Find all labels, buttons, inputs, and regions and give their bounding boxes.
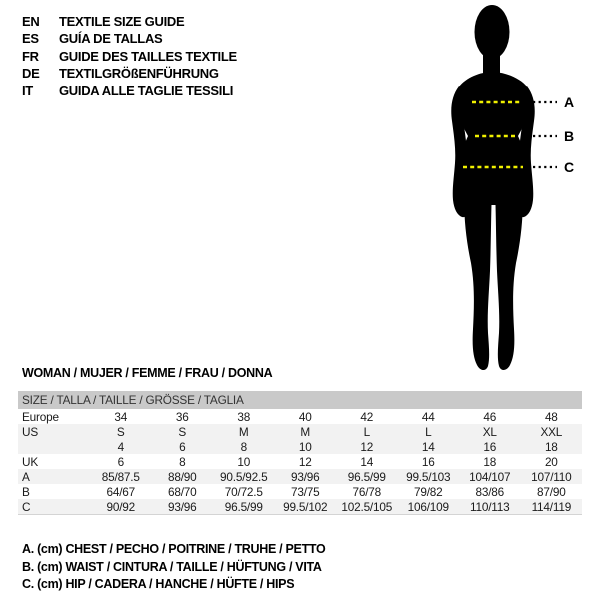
- language-title: TEXTILGRÖßENFÜHRUNG: [59, 65, 219, 81]
- table-row: [18, 454, 582, 469]
- cell: 16: [421, 454, 435, 469]
- cell: 44: [421, 409, 435, 424]
- cell: 4: [90, 439, 152, 454]
- legend-item-hip: C. (cm) HIP / CADERA / HANCHE / HÜFTE / HIPS: [22, 577, 295, 591]
- cell: M: [275, 424, 337, 439]
- cell: 64/67: [106, 484, 136, 499]
- language-title: GUÍA DE TALLAS: [59, 31, 163, 47]
- measure-label-a: A: [564, 94, 575, 110]
- cell: S: [90, 424, 152, 439]
- cell: 90.5/92.5: [213, 469, 275, 484]
- cell: 8: [179, 454, 186, 469]
- cell: 88/90: [152, 469, 214, 484]
- language-row: [22, 48, 237, 65]
- language-code: IT: [22, 83, 33, 99]
- cell: L: [336, 424, 398, 439]
- table-header: SIZE / TALLA / TAILLE / GRÖSSE / TAGLIA: [18, 391, 582, 409]
- cell: 107/110: [521, 469, 583, 484]
- cell: 114/119: [521, 499, 583, 515]
- cell: 42: [360, 409, 374, 424]
- cell: 76/78: [352, 484, 382, 499]
- cell: 96.5/99: [213, 499, 275, 515]
- measure-label-c: C: [564, 159, 575, 175]
- cell: 6: [117, 454, 124, 469]
- cell: 16: [459, 439, 521, 454]
- cell: 38: [237, 409, 251, 424]
- woman-silhouette: [435, 3, 580, 375]
- cell: L: [398, 424, 460, 439]
- silhouette-body: [451, 5, 534, 370]
- table-row: [18, 484, 582, 499]
- measure-label-b: B: [564, 128, 575, 144]
- language-list: [22, 13, 237, 99]
- cell: 46: [483, 409, 497, 424]
- cell: S: [152, 424, 214, 439]
- cell: 83/86: [475, 484, 505, 499]
- language-row: [22, 30, 237, 47]
- cell: 106/109: [398, 499, 460, 515]
- table-row: [18, 424, 582, 439]
- cell: XXL: [521, 424, 583, 439]
- table-row: [18, 469, 582, 484]
- cell: 10: [275, 439, 337, 454]
- cell: 18: [521, 439, 583, 454]
- cell: 99.5/102: [275, 499, 337, 515]
- cell: 34: [114, 409, 128, 424]
- cell: 8: [213, 439, 275, 454]
- cell: 36: [175, 409, 189, 424]
- cell: 12: [336, 439, 398, 454]
- language-row: [22, 82, 237, 99]
- language-code: DE: [22, 65, 40, 81]
- size-table: [18, 391, 582, 515]
- legend-item-chest: A. (cm) CHEST / PECHO / POITRINE / TRUHE / PETTO: [22, 542, 326, 556]
- language-title: GUIDE DES TAILLES TEXTILE: [59, 48, 237, 64]
- cell: XL: [459, 424, 521, 439]
- cell: 20: [544, 454, 558, 469]
- cell: 68/70: [167, 484, 197, 499]
- cell: 104/107: [459, 469, 521, 484]
- language-code: EN: [22, 14, 40, 29]
- table-header-row: [18, 391, 582, 409]
- row-label: C: [18, 499, 90, 515]
- cell: 18: [483, 454, 497, 469]
- language-row: [22, 65, 237, 82]
- cell: 85/87.5: [90, 469, 152, 484]
- row-label: Europe: [22, 409, 59, 424]
- row-label: [18, 439, 90, 454]
- table-row: [18, 409, 582, 424]
- table-row: [18, 439, 582, 454]
- cell: 14: [360, 454, 374, 469]
- row-label: UK: [22, 454, 38, 469]
- cell: 93/96: [152, 499, 214, 515]
- cell: 87/90: [537, 484, 566, 499]
- cell: 10: [237, 454, 251, 469]
- cell: 40: [298, 409, 312, 424]
- cell: 96.5/99: [336, 469, 398, 484]
- cell: 48: [544, 409, 558, 424]
- cell: 14: [398, 439, 460, 454]
- language-code: ES: [22, 31, 39, 47]
- cell: 90/92: [90, 499, 152, 515]
- language-title: GUIDA ALLE TAGLIE TESSILI: [59, 83, 234, 99]
- language-row: [22, 13, 237, 30]
- category-title: WOMAN / MUJER / FEMME / FRAU / DONNA: [22, 366, 273, 380]
- row-label: B: [22, 484, 30, 499]
- row-label: A: [18, 469, 90, 484]
- cell: 99.5/103: [398, 469, 460, 484]
- cell: 6: [152, 439, 214, 454]
- cell: 93/96: [275, 469, 337, 484]
- language-code: FR: [22, 48, 39, 64]
- cell: 79/82: [413, 484, 443, 499]
- cell: 12: [298, 454, 312, 469]
- legend-item-waist: B. (cm) WAIST / CINTURA / TAILLE / HÜFTUNG / VITA: [22, 559, 322, 574]
- cell: 73/75: [290, 484, 320, 499]
- cell: 70/72.5: [224, 484, 263, 499]
- language-title: TEXTILE SIZE GUIDE: [59, 14, 185, 29]
- cell: 110/113: [459, 499, 521, 515]
- cell: M: [213, 424, 275, 439]
- woman-silhouette-figure: [435, 3, 580, 375]
- cell: 102.5/105: [336, 499, 398, 515]
- row-label: US: [18, 424, 90, 439]
- measurement-legend: [22, 541, 325, 594]
- table-row: [18, 499, 582, 515]
